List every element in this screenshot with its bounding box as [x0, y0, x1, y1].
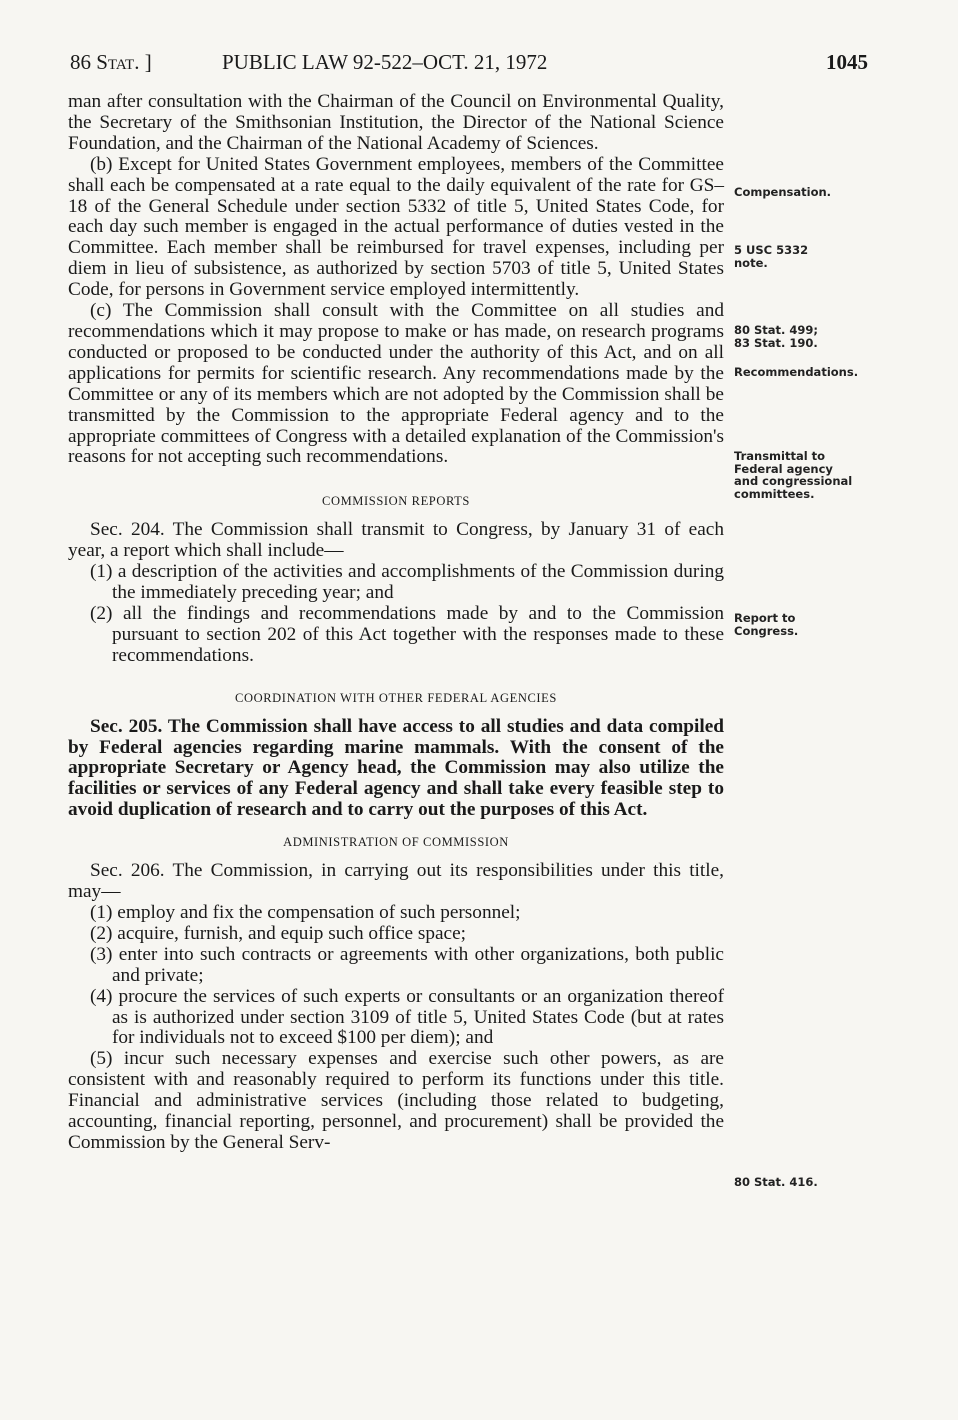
- heading-administration: ADMINISTRATION OF COMMISSION: [283, 835, 509, 850]
- paragraph-b: (b) Except for United States Government employees, members of the Committee shall each be compensated at a rate equal to the daily equivalent of the rate for GS–18 of the General Schedule under section 5332 of title 5, United States Code, for each day such member is engaged in the actual performance of duties vested in the Committee. Each member shall be reimbursed for travel expenses, including per diem in lieu of subsistence, as authorized by section 5703 of title 5, United States Code, for persons in Government service employed intermittently.: [68, 153, 724, 301]
- margin-note-compensation: Compensation.: [734, 185, 832, 199]
- section-204-item-1: (1) a description of the activities and accomplishments of the Commission during the immediately preceding year; and: [90, 561, 724, 604]
- section-204: Sec. 204. The Commission shall transmit to Congress, by January 31 of each year, a report which shall include—: [68, 519, 724, 562]
- page-title: PUBLIC LAW 92-522–OCT. 21, 1972: [222, 50, 548, 74]
- heading-coordination: COORDINATION WITH OTHER FEDERAL AGENCIES: [235, 690, 557, 705]
- margin-note-transmittal: Transmittal to Federal agency and congressional committees.: [734, 449, 853, 501]
- margin-note-stat-416: 80 Stat. 416.: [734, 1175, 818, 1189]
- section-206: Sec. 206. The Commission, in carrying out its responsibilities under this title, may—: [68, 860, 724, 903]
- section-206-item-5: (5) incur such necessary expenses and exercise such other powers, as are consistent with and reasonably required to perform its functions under this title. Financial and administrative services (including those related to budgeting, accounting, financial reporting, personnel, and procurement) shall be provided the Commission by the General Serv-: [68, 1048, 724, 1153]
- section-206-item-2: (2) acquire, furnish, and equip such office space;: [90, 922, 467, 944]
- paragraph-c: (c) The Commission shall consult with the Committee on all studies and recommendations which it may propose to make or has made, on research programs conducted or proposed to be conducted under the authority of this Act, and on all applications for permits for scientific research. Any recommendations made by the Committee or any of its members which are not adopted by the Commission shall be transmitted by the Commission to the appropriate Federal agency and to the appropriate committees of Congress with a detailed explanation of the Commission's reasons for not accepting such recommendations.: [68, 300, 724, 468]
- paragraph-continued: man after consultation with the Chairman of the Council on Environmental Quality, the Secretary of the Smithsonian Institution, the Director of the National Science Foundation, and the Chairman of the National Academy of Sciences.: [68, 91, 724, 154]
- margin-note-report-to-congress: Report to Congress.: [734, 611, 799, 638]
- body-text: [68, 92, 724, 1154]
- section-205: Sec. 205. The Commission shall have access to all studies and data compiled by Federal agencies regarding marine mammals. With the consent of the appropriate Secretary or Agency head, the Commission may also utilize the facilities or services of any Federal agency and shall take every feasible step to avoid duplication of research and to carry out the purposes of this Act.: [68, 715, 724, 821]
- margin-note-usc-5332: 5 USC 5332 note.: [734, 243, 809, 270]
- margin-note-stat-499: 80 Stat. 499; 83 Stat. 190.: [734, 323, 819, 350]
- heading-commission-reports: COMMISSION REPORTS: [322, 494, 470, 509]
- stat-reference: 86 Stat. ]: [70, 50, 152, 74]
- section-206-item-4: (4) procure the services of such experts or consultants or an organization thereof as is authorized under section 3109 of title 5, United States Code (but at rates for individuals not to exceed $100 per diem); and: [90, 985, 724, 1049]
- page-number: 1045: [826, 50, 868, 74]
- section-206-item-3: (3) enter into such contracts or agreements with other organizations, both public and private;: [90, 943, 724, 986]
- section-204-item-2: (2) all the findings and recommendations made by and to the Commission pursuant to section 202 of this Act together with the responses made to these recommendations.: [90, 602, 724, 666]
- section-206-item-1: (1) employ and fix the compensation of such personnel;: [90, 902, 521, 923]
- margin-note-recommendations: Recommendations.: [734, 365, 859, 379]
